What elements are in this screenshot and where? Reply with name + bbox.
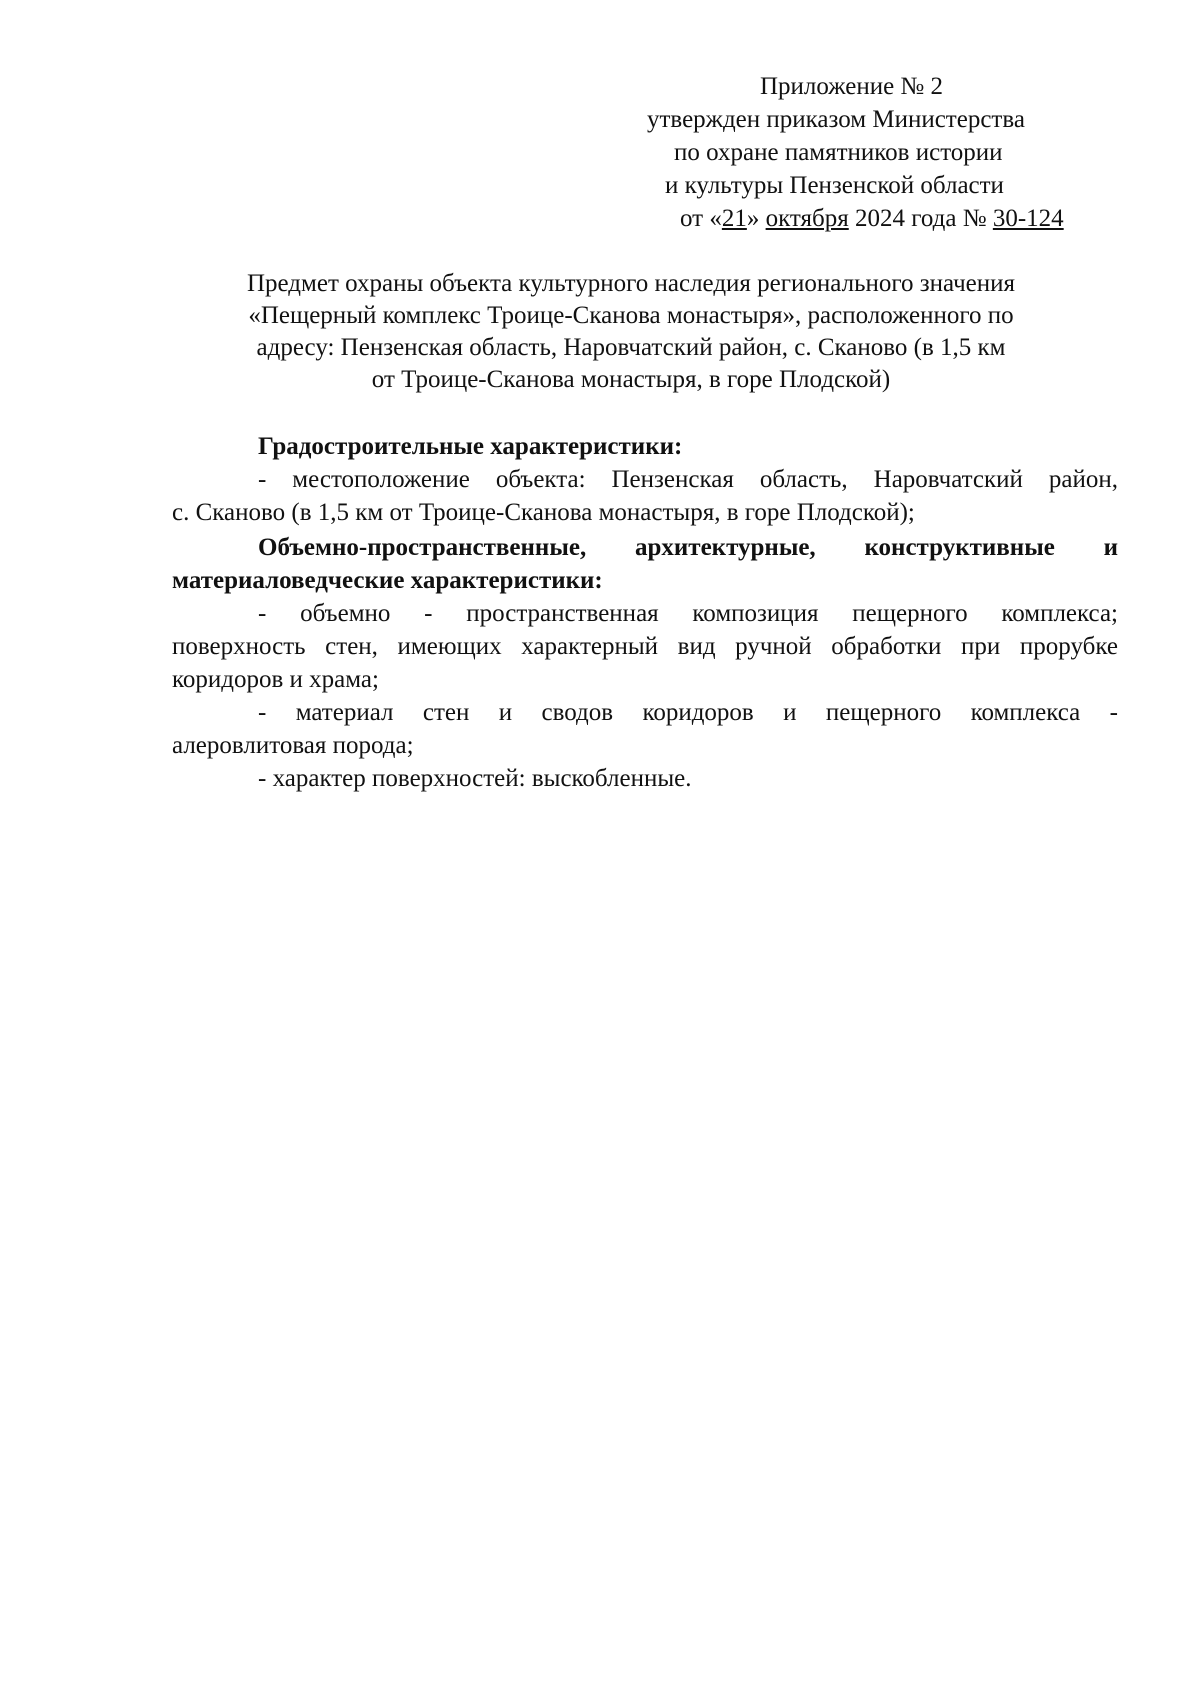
order-prefix: от «	[680, 205, 722, 232]
order-day: 21	[721, 205, 747, 232]
volume-heading-line: материаловедческие характеристики:	[172, 567, 603, 594]
protection-item-line: - материал стен и сводов коридоров и пещерного комплекса -	[258, 699, 1118, 726]
title-line: адресу: Пензенская область, Наровчатский район, с. Сканово (в 1,5 км	[256, 334, 1006, 361]
approval-line: и культуры Пензенской области	[665, 172, 1004, 199]
protection-item	[172, 696, 1118, 762]
approval-line: утвержден приказом Министерства	[647, 106, 1025, 133]
order-year: 2024 года №	[848, 205, 993, 232]
title-line: Предмет охраны объекта культурного наследия регионального значения	[246, 270, 1016, 297]
urban-item	[172, 463, 1118, 529]
protection-item-line: коридоров и храма;	[172, 666, 379, 693]
urban-item-line: с. Сканово (в 1,5 км от Троице-Сканова монастыря, в горе Плодской);	[172, 499, 915, 526]
appendix-number: Приложение № 2	[760, 73, 944, 100]
volume-heading	[172, 531, 1118, 597]
approval-block	[600, 70, 1120, 235]
protection-item: - характер поверхностей: выскобленные.	[258, 765, 692, 792]
urban-item-line: - местоположение объекта: Пензенская область, Наровчатский район,	[258, 466, 1118, 493]
protection-item	[172, 597, 1118, 696]
order-month: октября	[765, 205, 849, 232]
order-mid: »	[746, 205, 766, 232]
volume-heading-line: Объемно-пространственные, архитектурные, конструктивные и	[258, 534, 1118, 561]
document-body	[172, 430, 1118, 795]
protection-item-line: - объемно - пространственная композиция пещерного комплекса;	[258, 600, 1118, 627]
protection-item-line: поверхность стен, имеющих характерный вид ручной обработки при прорубке	[172, 633, 1118, 660]
order-number: 30-124	[992, 205, 1064, 232]
order-date-number	[600, 202, 1120, 235]
document-title	[178, 268, 1084, 396]
approval-line: по охране памятников истории	[674, 139, 1003, 166]
protection-item-line: алеровлитовая порода;	[172, 732, 414, 759]
title-line: «Пещерный комплекс Троице-Сканова монастыря», расположенного по	[248, 302, 1014, 329]
title-line: от Троице-Сканова монастыря, в горе Плодской)	[371, 366, 891, 393]
urban-heading: Градостроительные характеристики:	[258, 433, 683, 460]
